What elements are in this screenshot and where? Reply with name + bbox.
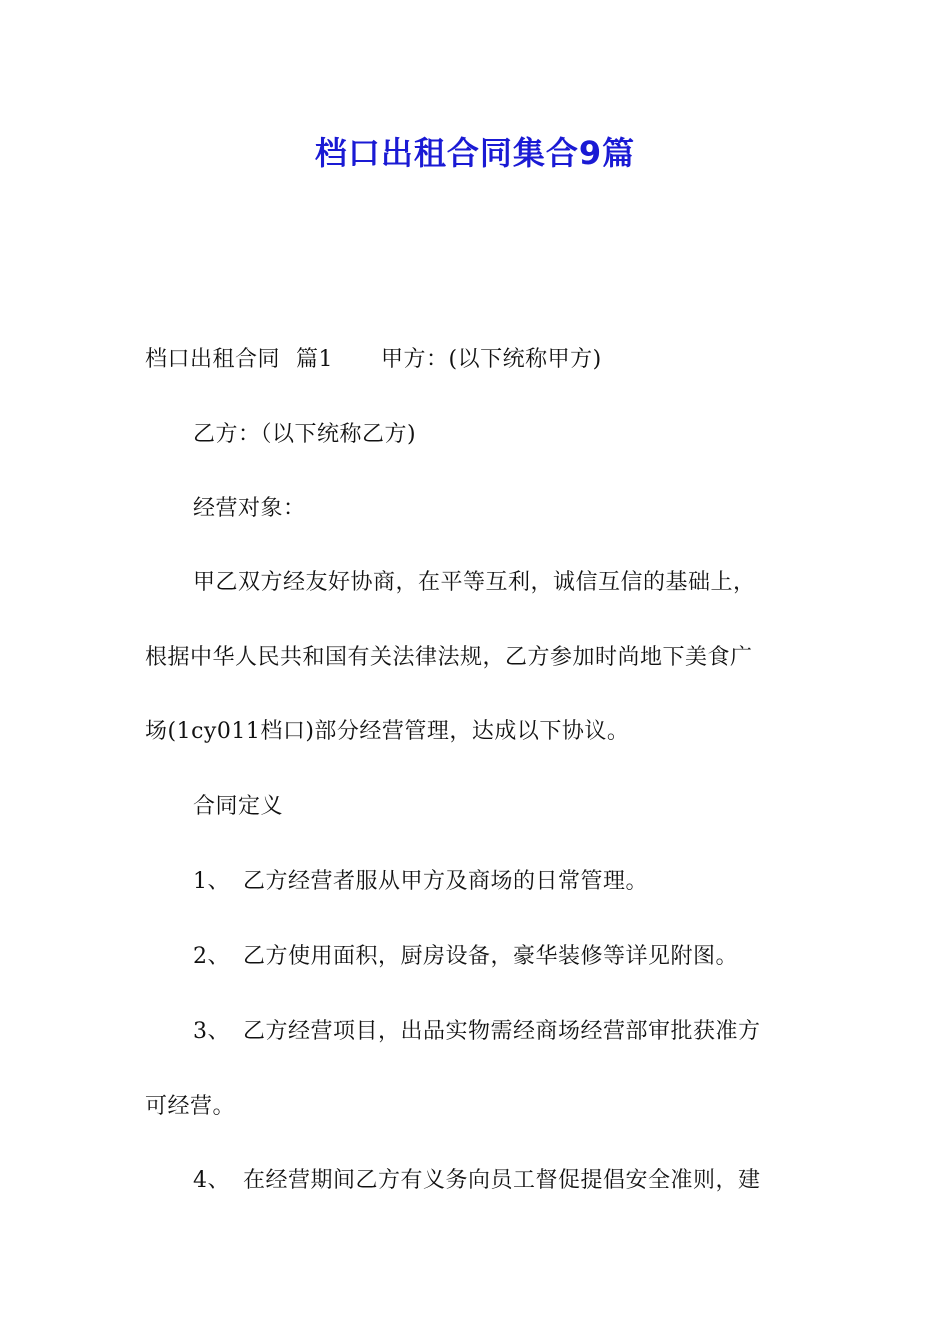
list-item-number: 2、	[193, 944, 230, 969]
list-item	[193, 867, 810, 897]
party-a-line: 甲方：(以下统称甲方)	[381, 347, 602, 372]
list-item-text: 乙方经营项目，出品实物需经商场经营部审批获准方	[243, 1019, 761, 1044]
document-title: 档口出租合同集合9篇	[314, 134, 636, 172]
intro-paragraph-line-1: 甲乙双方经友好协商，在平等互利，诚信互信的基础上，	[193, 570, 756, 595]
list-item-number: 3、	[193, 1019, 230, 1044]
contract-heading-line	[145, 345, 810, 375]
party-b-line: 乙方：（以下统称乙方)	[193, 422, 417, 447]
intro-paragraph-line-2: 根据中华人民共和国有关法律法规，乙方参加时尚地下美食广	[145, 645, 753, 670]
list-item-text: 在经营期间乙方有义务向员工督促提倡安全准则，建	[243, 1168, 761, 1193]
section-title: 合同定义	[193, 794, 284, 819]
contract-number: 篇1	[296, 347, 334, 372]
business-object-line: 经营对象：	[193, 496, 306, 521]
list-item	[193, 1017, 810, 1047]
list-item-text: 乙方使用面积，厨房设备，豪华装修等详见附图。	[243, 944, 739, 969]
list-item-continuation: 可经营。	[145, 1094, 236, 1119]
list-item-number: 4、	[193, 1168, 230, 1193]
contract-heading: 档口出租合同	[145, 347, 281, 372]
intro-paragraph-line-3: 场(1cy011档口)部分经营管理，达成以下协议。	[145, 719, 630, 744]
list-item-number: 1、	[193, 869, 230, 894]
list-item	[193, 1166, 810, 1196]
list-item	[193, 942, 810, 972]
list-item-text: 乙方经营者服从甲方及商场的日常管理。	[243, 869, 649, 894]
